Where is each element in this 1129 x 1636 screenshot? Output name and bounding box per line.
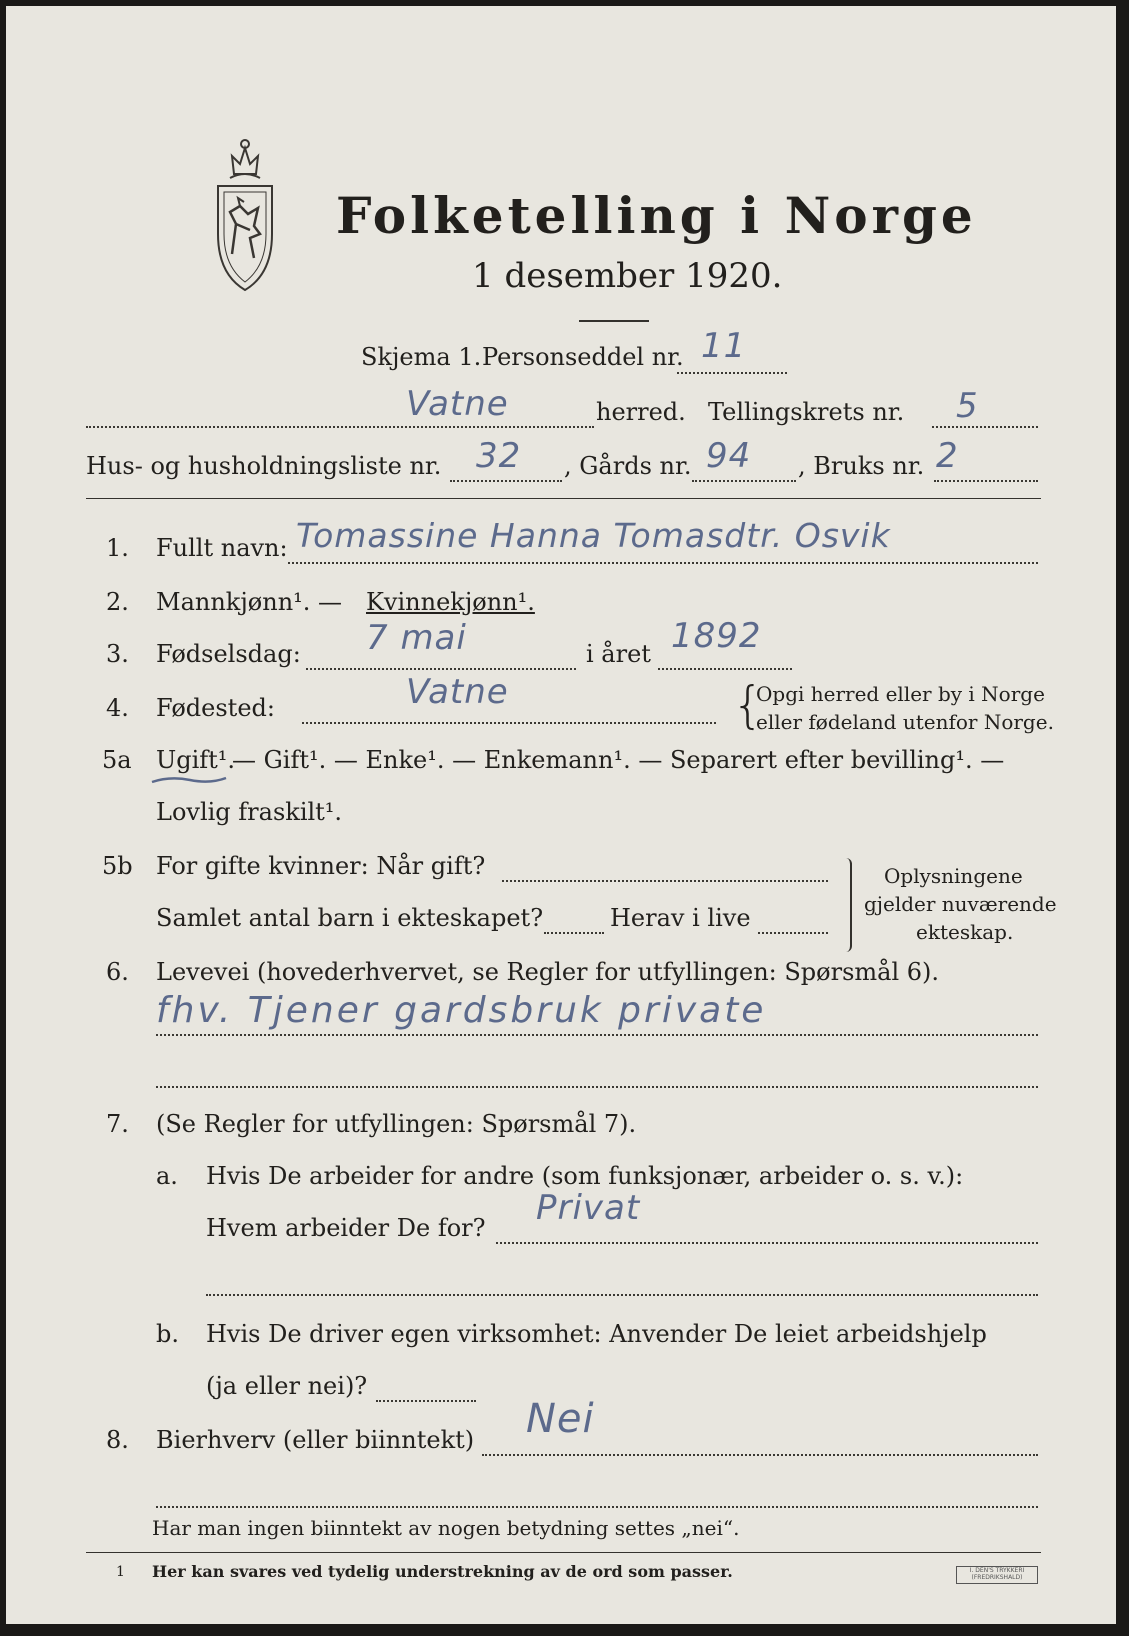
q5b-alive-line	[758, 932, 828, 934]
personseddel-value[interactable]: 11	[701, 326, 747, 366]
q3-line	[306, 668, 576, 670]
personseddel-line	[677, 372, 787, 374]
q5a-number: 5a	[102, 746, 132, 774]
q5a-fraskilt[interactable]: Lovlig fraskilt¹.	[156, 798, 343, 826]
q7b-line	[376, 1400, 476, 1402]
q4-number: 4.	[106, 694, 129, 722]
q3-aret-label: i året	[586, 640, 651, 668]
q7a-line1	[496, 1242, 1038, 1244]
q5b-alive-label: Herav i live	[610, 904, 751, 932]
q8-line1	[482, 1454, 1038, 1456]
gards-label: , Gårds nr.	[564, 452, 692, 480]
footer-note: Har man ingen biinntekt av nogen betydning settes „nei“.	[152, 1516, 740, 1540]
herred-line	[86, 426, 594, 428]
q5a-ugift-underline-mark	[150, 774, 230, 786]
q5b-label: For gifte kvinner: Når gift?	[156, 852, 486, 880]
q5b-children-line	[544, 932, 604, 934]
q3-label: Fødselsdag:	[156, 640, 301, 668]
q2-kvinne[interactable]: Kvinnekjønn¹.	[366, 588, 535, 616]
form-title: Folketelling i Norge	[336, 186, 977, 245]
q1-line	[288, 562, 1038, 564]
herred-value[interactable]: Vatne	[406, 384, 509, 424]
q7-number: 7.	[106, 1110, 129, 1138]
gards-line	[692, 480, 796, 482]
q7a-employer[interactable]: Privat	[536, 1188, 641, 1228]
footnote-text: Her kan svares ved tydelig understrekning av de ord som passer.	[152, 1562, 733, 1581]
q4-line	[302, 722, 716, 724]
q3-birth-year[interactable]: 1892	[671, 616, 762, 656]
q6-line1	[156, 1034, 1038, 1036]
q3-birthday[interactable]: 7 mai	[366, 618, 467, 658]
q7a-label2: Hvem arbeider De for?	[206, 1214, 486, 1242]
q7b-label2: (ja eller nei)?	[206, 1372, 368, 1400]
q4-birthplace[interactable]: Vatne	[406, 672, 509, 712]
q6-line2	[156, 1086, 1038, 1088]
q6-occupation[interactable]: fhv. Tjener gardsbruk private	[156, 990, 767, 1031]
q8-label: Bierhverv (eller biinntekt)	[156, 1426, 475, 1454]
q3-year-line	[658, 668, 792, 670]
bruks-value[interactable]: 2	[936, 436, 959, 476]
hus-label: Hus- og husholdningsliste nr.	[86, 452, 442, 480]
hus-line	[450, 480, 562, 482]
q7a-line2	[206, 1294, 1038, 1296]
tellingskrets-label: Tellingskrets nr.	[708, 398, 905, 426]
q8-side-income[interactable]: Nei	[526, 1396, 595, 1442]
q7b-label: Hvis De driver egen virksomhet: Anvender De leiet arbeidshjelp	[206, 1320, 987, 1348]
skjema-label: Skjema 1.	[361, 343, 482, 371]
q6-number: 6.	[106, 958, 129, 986]
tellingskrets-line	[932, 426, 1038, 428]
q6-label: Levevei (hovederhvervet, se Regler for utfyllingen: Spørsmål 6).	[156, 958, 940, 986]
census-date: 1 desember 1920.	[472, 256, 783, 296]
header-divider	[86, 498, 1041, 499]
q7a-letter: a.	[156, 1162, 178, 1190]
q3-number: 3.	[106, 640, 129, 668]
q5b-children-label: Samlet antal barn i ekteskapet?	[156, 904, 544, 932]
q5b-note-line3: ekteskap.	[916, 920, 1014, 944]
q4-note-line1: Opgi herred eller by i Norge	[756, 682, 1045, 706]
personseddel-label: Personseddel nr.	[482, 343, 684, 371]
q7a-label: Hvis De arbeider for andre (som funksjonær, arbeider o. s. v.):	[206, 1162, 964, 1190]
printer-stamp: I. DEN'S TRYKKERI (FREDRIKSHALD)	[956, 1566, 1038, 1584]
tellingskrets-value[interactable]: 5	[956, 386, 979, 426]
q2-dash: —	[318, 588, 342, 616]
title-divider	[579, 320, 649, 322]
footnote-number: 1	[116, 1564, 125, 1580]
q5b-married-line	[502, 880, 828, 882]
q5b-number: 5b	[102, 852, 133, 880]
bruks-label: , Bruks nr.	[798, 452, 925, 480]
q5a-ugift[interactable]: Ugift¹.	[156, 746, 236, 774]
q1-full-name[interactable]: Tomassine Hanna Tomasdtr. Osvik	[296, 516, 891, 555]
bruks-line	[934, 480, 1038, 482]
hus-value[interactable]: 32	[476, 436, 522, 476]
census-form	[6, 6, 1116, 1624]
herred-label: herred.	[596, 398, 686, 426]
q5b-brace	[844, 858, 852, 952]
footer-divider	[86, 1552, 1041, 1553]
q1-number: 1.	[106, 534, 129, 562]
q4-note-line2: eller fødeland utenfor Norge.	[756, 710, 1054, 734]
q8-line2	[156, 1506, 1038, 1508]
q8-number: 8.	[106, 1426, 129, 1454]
coat-of-arms-icon	[204, 134, 286, 294]
q5a-options[interactable]: — Gift¹. — Enke¹. — Enkemann¹. — Separert efter bevilling¹. —	[232, 746, 1005, 774]
q5b-note-line1: Oplysningene	[884, 864, 1023, 888]
q4-brace: {	[732, 676, 764, 734]
q2-mann[interactable]: Mannkjønn¹.	[156, 588, 311, 616]
q2-number: 2.	[106, 588, 129, 616]
gards-value[interactable]: 94	[706, 436, 752, 476]
q7b-letter: b.	[156, 1320, 179, 1348]
q5b-note-line2: gjelder nuværende	[864, 892, 1057, 916]
q4-label: Fødested:	[156, 694, 275, 722]
q7-label: (Se Regler for utfyllingen: Spørsmål 7).	[156, 1110, 637, 1138]
q1-label: Fullt navn:	[156, 534, 288, 562]
